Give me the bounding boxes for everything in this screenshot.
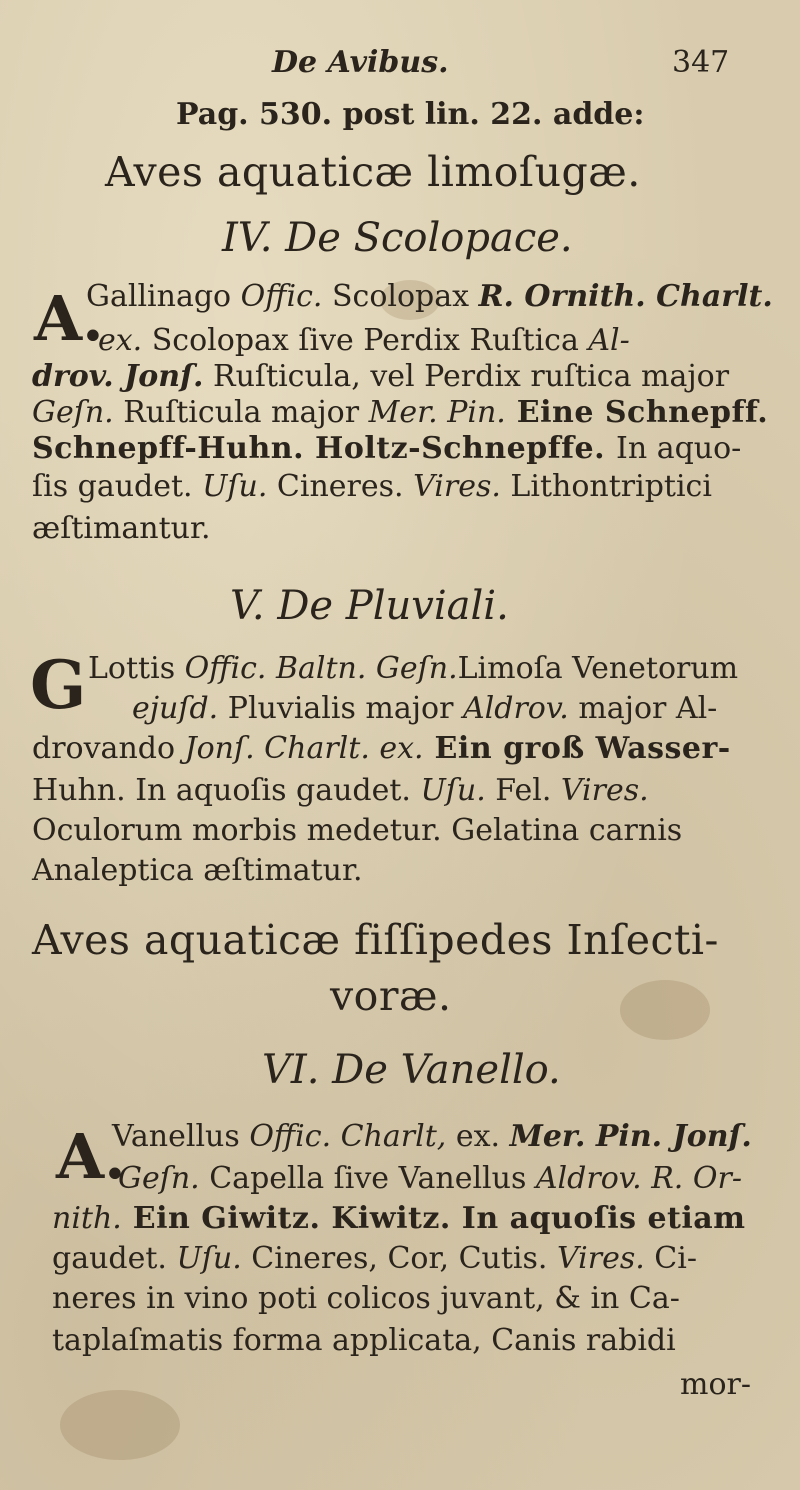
text-line: æſtimantur. bbox=[32, 511, 211, 546]
text-line: Huhn. In aquoſis gaudet. Uſu. Fel. Vires. bbox=[32, 773, 649, 808]
section-number: IV. bbox=[222, 215, 273, 261]
page-number: 347 bbox=[672, 45, 730, 80]
initial-letter: G bbox=[30, 646, 87, 724]
text-line: Oculorum morbis medetur. Gelatina carnis bbox=[32, 813, 683, 848]
running-head: De Avibus. bbox=[272, 45, 449, 80]
text-line: Geſn. Capella ſive Vanellus Aldrov. R. Or- bbox=[118, 1161, 742, 1196]
heading-aves-limosugae: Aves aquaticæ limoſugæ. bbox=[105, 148, 641, 196]
text-line: taplaſmatis forma applicata, Canis rabidi bbox=[52, 1323, 676, 1358]
section-title-vanello bbox=[262, 1047, 561, 1093]
text-line: ejuſd. Pluvialis major Aldrov. major Al- bbox=[132, 691, 718, 726]
text-line: nith. Ein Giwitz. Kiwitz. In aquoſis etiam bbox=[52, 1201, 746, 1236]
section-title-pluviali bbox=[230, 583, 509, 629]
section-name: De Vanello. bbox=[332, 1047, 561, 1093]
section-title-scolopace bbox=[222, 215, 573, 261]
initial-letter: A. bbox=[56, 1120, 126, 1193]
text-line: ſis gaudet. Uſu. Cineres. Vires. Lithontriptici bbox=[32, 469, 712, 504]
section-name: De Scolopace. bbox=[285, 215, 573, 261]
text-line: ex. Scolopax ſive Perdix Ruſtica Al- bbox=[98, 323, 630, 358]
text-line: Gallinago Offic. Scolopax R. Ornith. Charlt. bbox=[86, 279, 773, 314]
section-number: V. bbox=[230, 583, 265, 629]
section-number: VI. bbox=[262, 1047, 320, 1093]
text-line: Analeptica æſtimatur. bbox=[32, 853, 363, 888]
text-line: drov. Jonſ. Ruſticula, vel Perdix ruſtica major bbox=[32, 359, 730, 394]
text-line: Vanellus Offic. Charlt, ex. Mer. Pin. Jonſ. bbox=[112, 1119, 752, 1154]
foxing-stain bbox=[620, 980, 710, 1040]
text-line: Lottis Offic. Baltn. Geſn.Limoſa Venetorum bbox=[88, 651, 739, 686]
heading-aves-fissipedes-line1: Aves aquaticæ fiſſipedes Inſecti- bbox=[32, 916, 719, 964]
initial-letter: A. bbox=[34, 282, 104, 355]
addenda-note: Pag. 530. post lin. 22. adde: bbox=[176, 97, 645, 132]
foxing-stain bbox=[60, 1390, 180, 1460]
catchword: mor- bbox=[680, 1367, 751, 1402]
text-line: neres in vino poti colicos juvant, & in Ca- bbox=[52, 1281, 680, 1316]
text-line: gaudet. Uſu. Cineres, Cor, Cutis. Vires. Ci- bbox=[52, 1241, 697, 1276]
section-name: De Pluviali. bbox=[277, 583, 509, 629]
text-line: Schnepff-Huhn. Holtz-Schnepffe. In aquo- bbox=[32, 431, 742, 466]
text-line: Geſn. Ruſticula major Mer. Pin. Eine Schnepff. bbox=[32, 395, 769, 430]
heading-aves-fissipedes-line2: voræ. bbox=[330, 972, 452, 1020]
text-line: drovando Jonſ. Charlt. ex. Ein groß Wasser- bbox=[32, 731, 731, 766]
